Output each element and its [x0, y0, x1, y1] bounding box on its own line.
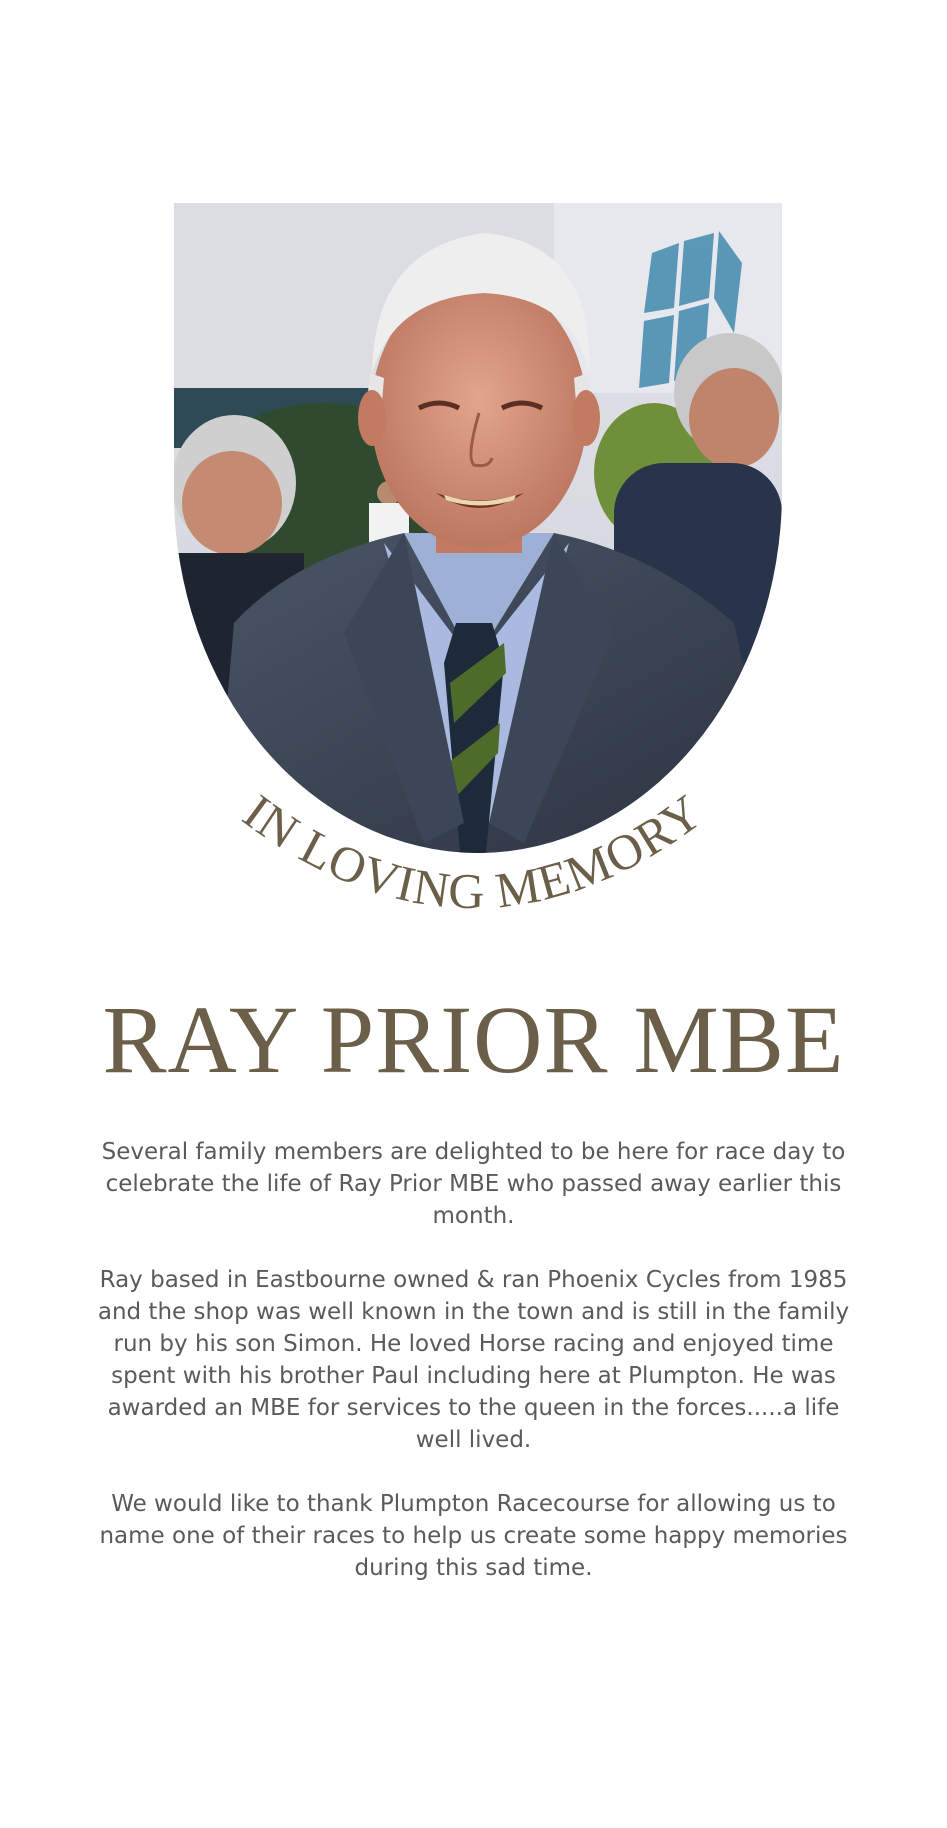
portrait-photo: [174, 203, 782, 853]
memorial-text: [90, 1136, 857, 1616]
portrait-illustration: [174, 203, 782, 853]
in-loving-memory-arc: [0, 760, 947, 980]
paragraph-biography: Ray based in Eastbourne owned & ran Phoenix Cycles from 1985 and the shop was well known in the town and is still in the family run by his son Simon. He loved Horse racing and enjoyed time spent with his brother Paul including here at Plumpton. He was awarded an MBE for services to the queen in the forces.....a life well lived.: [97, 1267, 850, 1453]
paragraph-thanks: We would like to thank Plumpton Racecourse for allowing us to name one of their races to help us create some happy memories during this sad time.: [99, 1491, 848, 1581]
arc-heading-text: IN LOVING MEMORY: [233, 783, 713, 920]
page-title: RAY PRIOR MBE: [102, 986, 845, 1093]
paragraph-intro: Several family members are delighted to be here for race day to celebrate the life of Ray Prior MBE who passed away earlier this month.: [101, 1139, 846, 1229]
svg-text:IN LOVING MEMORY: [233, 783, 712, 919]
